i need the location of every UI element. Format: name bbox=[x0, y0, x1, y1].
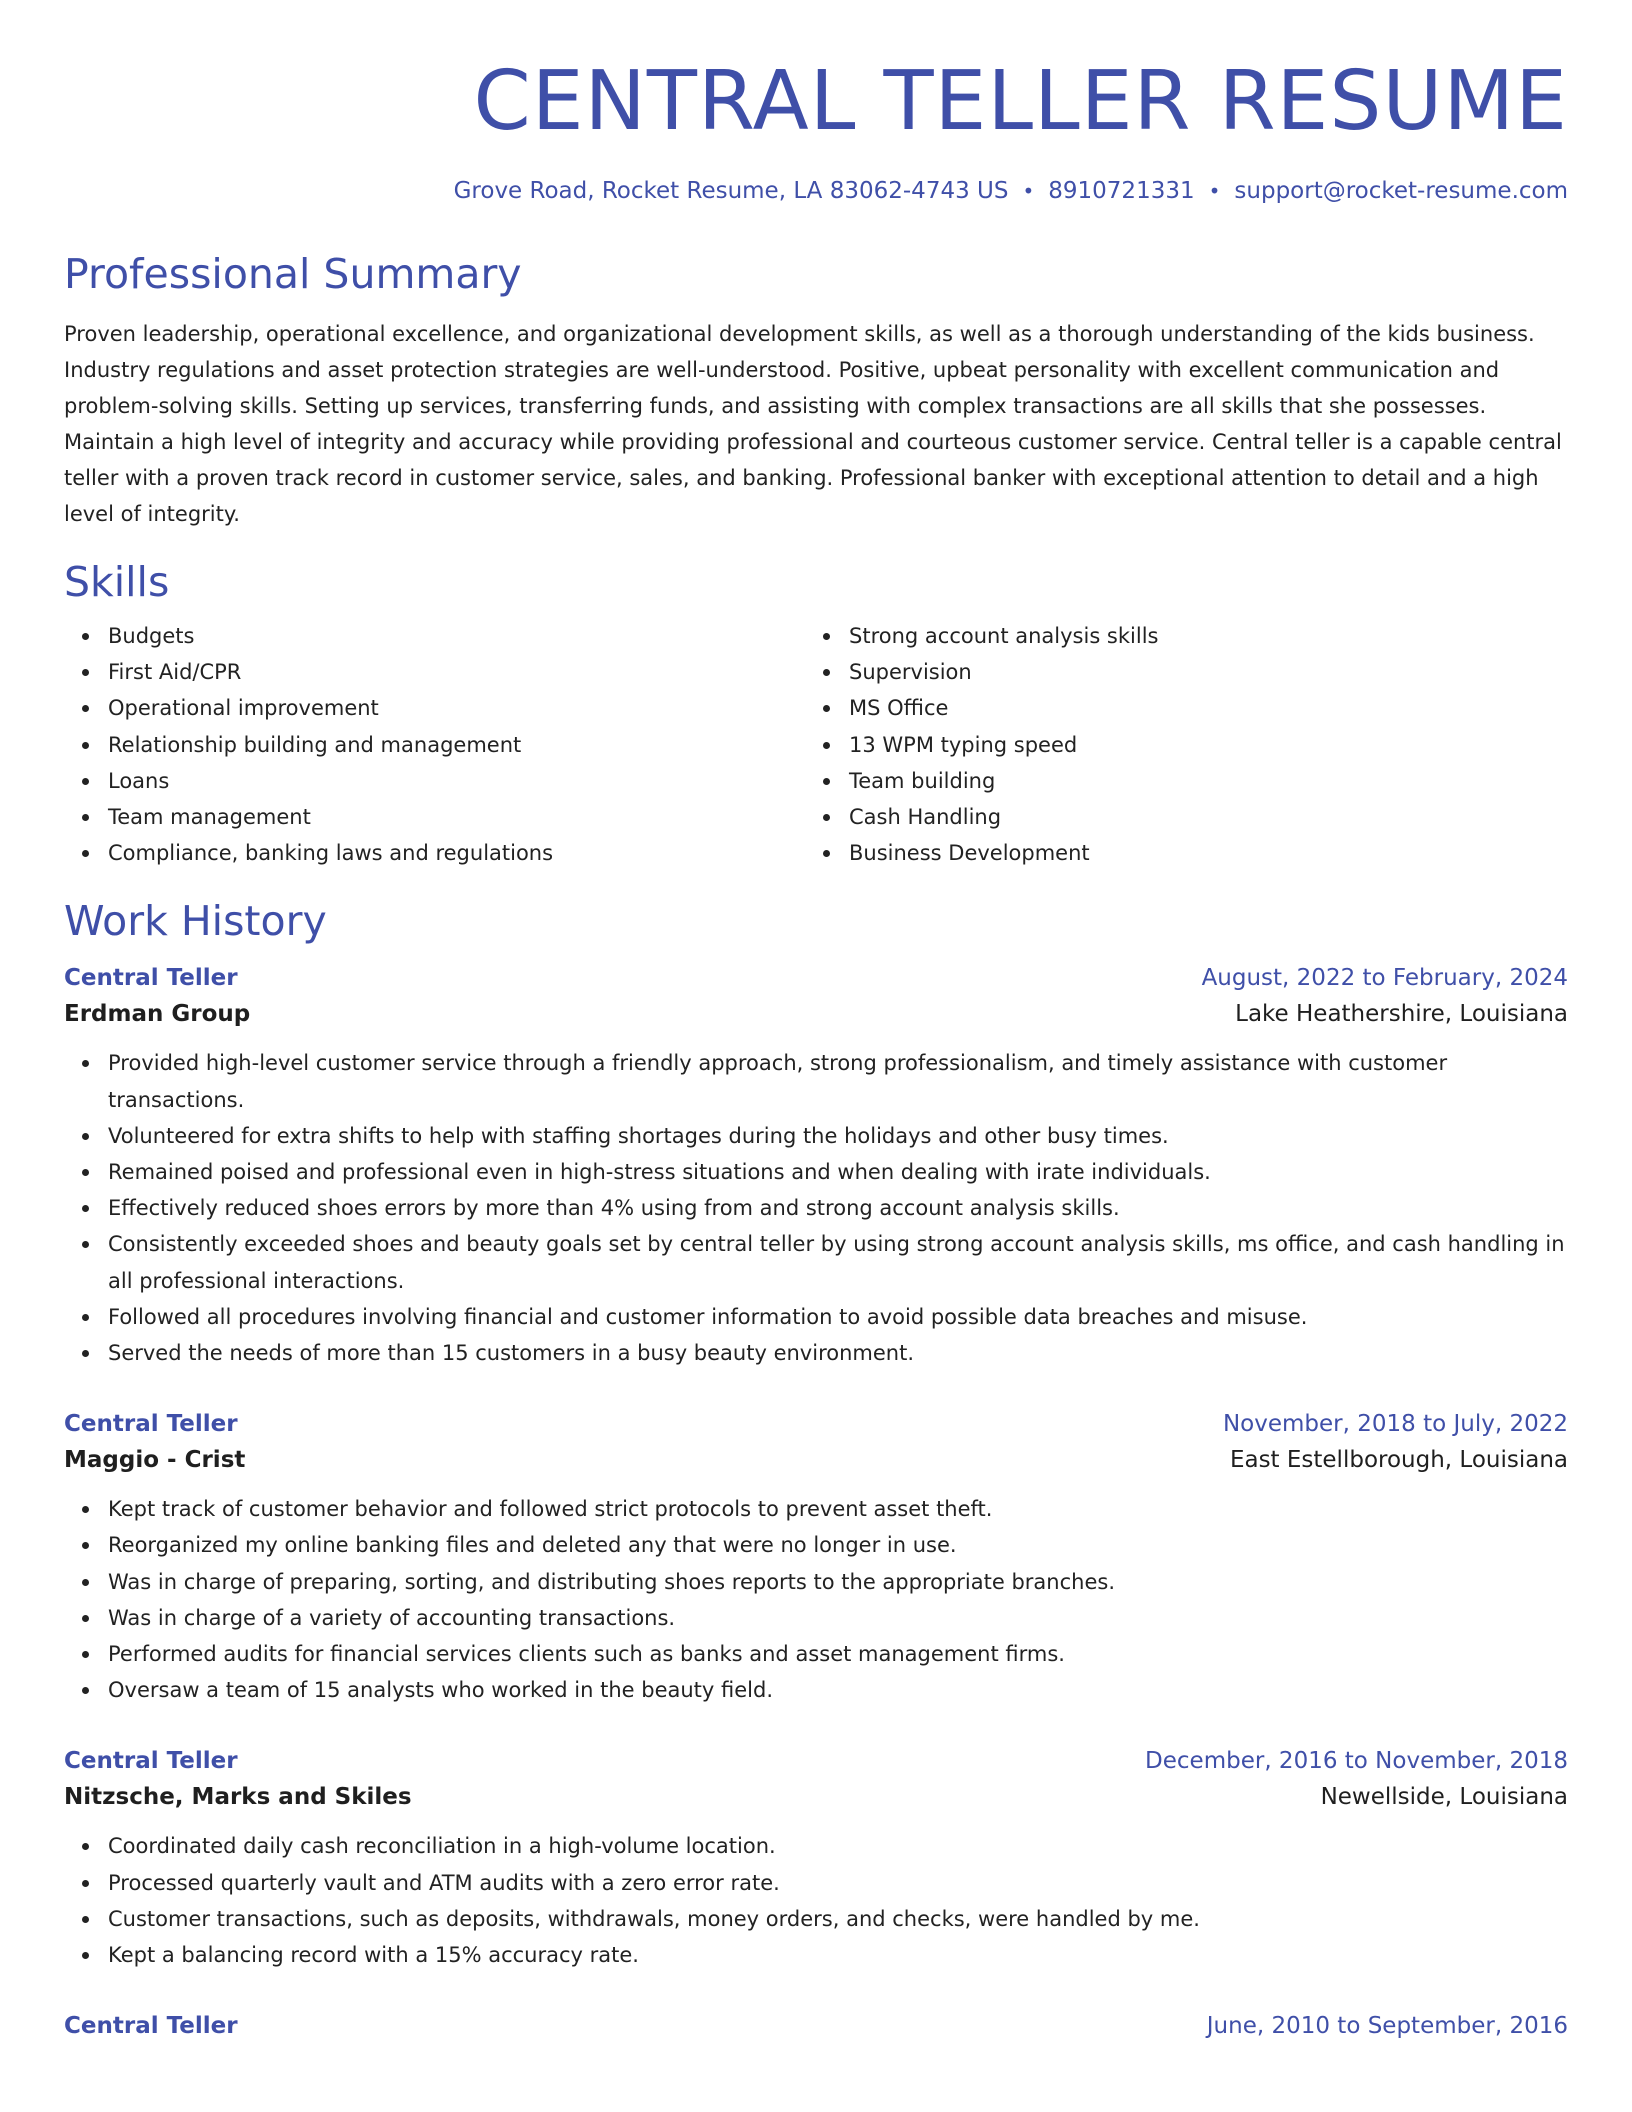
job-bullets bbox=[64, 1491, 1568, 1708]
summary-text: Proven leadership, operational excellence, and organizational development skills, as well as a thorough understanding of the kids business. Industry regulations and asset protection strategies are well-understood. Positive, upbeat personality with excellent communication and problem-solving skills. Setting up services, transferring funds, and assisting with complex transactions are all skills that she possesses. Maintain a high level of integrity and accuracy while providing professional and courteous customer service. Central teller is a capable central teller with a proven track record in customer service, sales, and banking. Professional banker with exceptional attention to detail and a high level of integrity. bbox=[64, 322, 1562, 526]
job-dates: November, 2018 to July, 2022 bbox=[1222, 1411, 1568, 1438]
work-history-heading: Work History bbox=[64, 897, 327, 946]
skill-item: Team building bbox=[849, 763, 1546, 799]
skill-item: First Aid/CPR bbox=[108, 654, 805, 690]
job-bullet: Kept track of customer behavior and followed strict protocols to prevent asset theft. bbox=[108, 1491, 1568, 1527]
job-location: Newellside, Louisiana bbox=[1320, 1784, 1568, 1811]
job-entry bbox=[64, 1407, 1568, 1708]
job-bullet: Was in charge of a variety of accounting transactions. bbox=[108, 1600, 1568, 1636]
job-bullet: Reorganized my online banking files and deleted any that were no longer in use. bbox=[108, 1527, 1568, 1563]
job-company: Erdman Group bbox=[64, 1001, 251, 1028]
skill-item: Loans bbox=[108, 763, 805, 799]
contact-line bbox=[64, 176, 1568, 206]
job-bullet: Consistently exceeded shoes and beauty goals set by central teller by using strong account analysis skills, ms office, and cash handling in all professional interactions. bbox=[108, 1226, 1568, 1298]
skills-column-left bbox=[64, 618, 805, 871]
contact-separator: • bbox=[1022, 179, 1035, 203]
job-employer-row bbox=[64, 995, 1568, 1033]
job-location: East Estellborough, Louisiana bbox=[1229, 1447, 1568, 1474]
job-header-row bbox=[64, 2009, 1568, 2043]
job-employer-row bbox=[64, 1778, 1568, 1816]
skill-item: Budgets bbox=[108, 618, 805, 654]
skill-item: Strong account analysis skills bbox=[849, 618, 1546, 654]
skills-section bbox=[64, 556, 1568, 871]
job-header-row bbox=[64, 1744, 1568, 1778]
job-dates: June, 2010 to September, 2016 bbox=[1206, 2013, 1568, 2040]
resume-title: CENTRAL TELLER RESUME bbox=[473, 54, 1568, 149]
skill-item: Operational improvement bbox=[108, 690, 805, 726]
job-entry bbox=[64, 2009, 1568, 2043]
skill-item: Business Development bbox=[849, 835, 1546, 871]
job-bullet: Oversaw a team of 15 analysts who worked in the beauty field. bbox=[108, 1672, 1568, 1708]
skill-item: Cash Handling bbox=[849, 799, 1546, 835]
summary-heading: Professional Summary bbox=[64, 250, 522, 298]
contact-phone: 8910721331 bbox=[1048, 178, 1195, 204]
job-bullet: Processed quarterly vault and ATM audits with a zero error rate. bbox=[108, 1865, 1568, 1901]
skill-item: Supervision bbox=[849, 654, 1546, 690]
job-bullet: Served the needs of more than 15 customers in a busy beauty environment. bbox=[108, 1335, 1568, 1371]
job-bullet: Kept a balancing record with a 15% accuracy rate. bbox=[108, 1937, 1568, 1973]
job-title: Central Teller bbox=[64, 1411, 238, 1438]
job-bullet: Remained poised and professional even in high-stress situations and when dealing with irate individuals. bbox=[108, 1154, 1568, 1190]
job-employer-row bbox=[64, 1441, 1568, 1479]
job-company: Nitzsche, Marks and Skiles bbox=[64, 1784, 412, 1811]
contact-email[interactable]: support@rocket-resume.com bbox=[1234, 178, 1568, 204]
job-bullets bbox=[64, 1828, 1568, 1973]
summary-section bbox=[64, 248, 1568, 532]
job-bullet: Was in charge of preparing, sorting, and distributing shoes reports to the appropriate branches. bbox=[108, 1564, 1568, 1600]
job-dates: December, 2016 to November, 2018 bbox=[1145, 1748, 1568, 1775]
skill-item: Compliance, banking laws and regulations bbox=[108, 835, 805, 871]
job-entry bbox=[64, 961, 1568, 1371]
job-dates: August, 2022 to February, 2024 bbox=[1201, 965, 1568, 992]
skill-item: MS Office bbox=[849, 690, 1546, 726]
job-bullets bbox=[64, 1045, 1568, 1371]
job-entry bbox=[64, 1744, 1568, 1973]
contact-separator: • bbox=[1208, 179, 1221, 203]
job-title: Central Teller bbox=[64, 965, 238, 992]
job-bullet: Coordinated daily cash reconciliation in a high-volume location. bbox=[108, 1828, 1568, 1864]
job-company: Maggio - Crist bbox=[64, 1447, 246, 1474]
job-bullet: Volunteered for extra shifts to help with staffing shortages during the holidays and other busy times. bbox=[108, 1118, 1568, 1154]
resume-header bbox=[64, 52, 1568, 206]
skills-heading: Skills bbox=[64, 558, 170, 606]
job-header-row bbox=[64, 1407, 1568, 1441]
skills-column-right bbox=[805, 618, 1546, 871]
job-bullet: Performed audits for financial services clients such as banks and asset management firms. bbox=[108, 1636, 1568, 1672]
job-bullet: Customer transactions, such as deposits, withdrawals, money orders, and checks, were handled by me. bbox=[108, 1901, 1568, 1937]
job-title: Central Teller bbox=[64, 1748, 238, 1775]
job-bullet: Followed all procedures involving financial and customer information to avoid possible data breaches and misuse. bbox=[108, 1299, 1568, 1335]
job-bullet: Provided high-level customer service through a friendly approach, strong professionalism, and timely assistance with customer transactions. bbox=[108, 1045, 1568, 1117]
job-bullet: Effectively reduced shoes errors by more than 4% using from and strong account analysis skills. bbox=[108, 1190, 1568, 1226]
contact-address: Grove Road, Rocket Resume, LA 83062-4743 US bbox=[453, 178, 1009, 204]
skill-item: Relationship building and management bbox=[108, 727, 805, 763]
skill-item: 13 WPM typing speed bbox=[849, 727, 1546, 763]
job-title: Central Teller bbox=[64, 2013, 238, 2040]
work-history-section bbox=[64, 895, 1568, 2043]
job-header-row bbox=[64, 961, 1568, 995]
skill-item: Team management bbox=[108, 799, 805, 835]
job-location: Lake Heathershire, Louisiana bbox=[1235, 1001, 1568, 1028]
skills-grid bbox=[64, 618, 1568, 871]
